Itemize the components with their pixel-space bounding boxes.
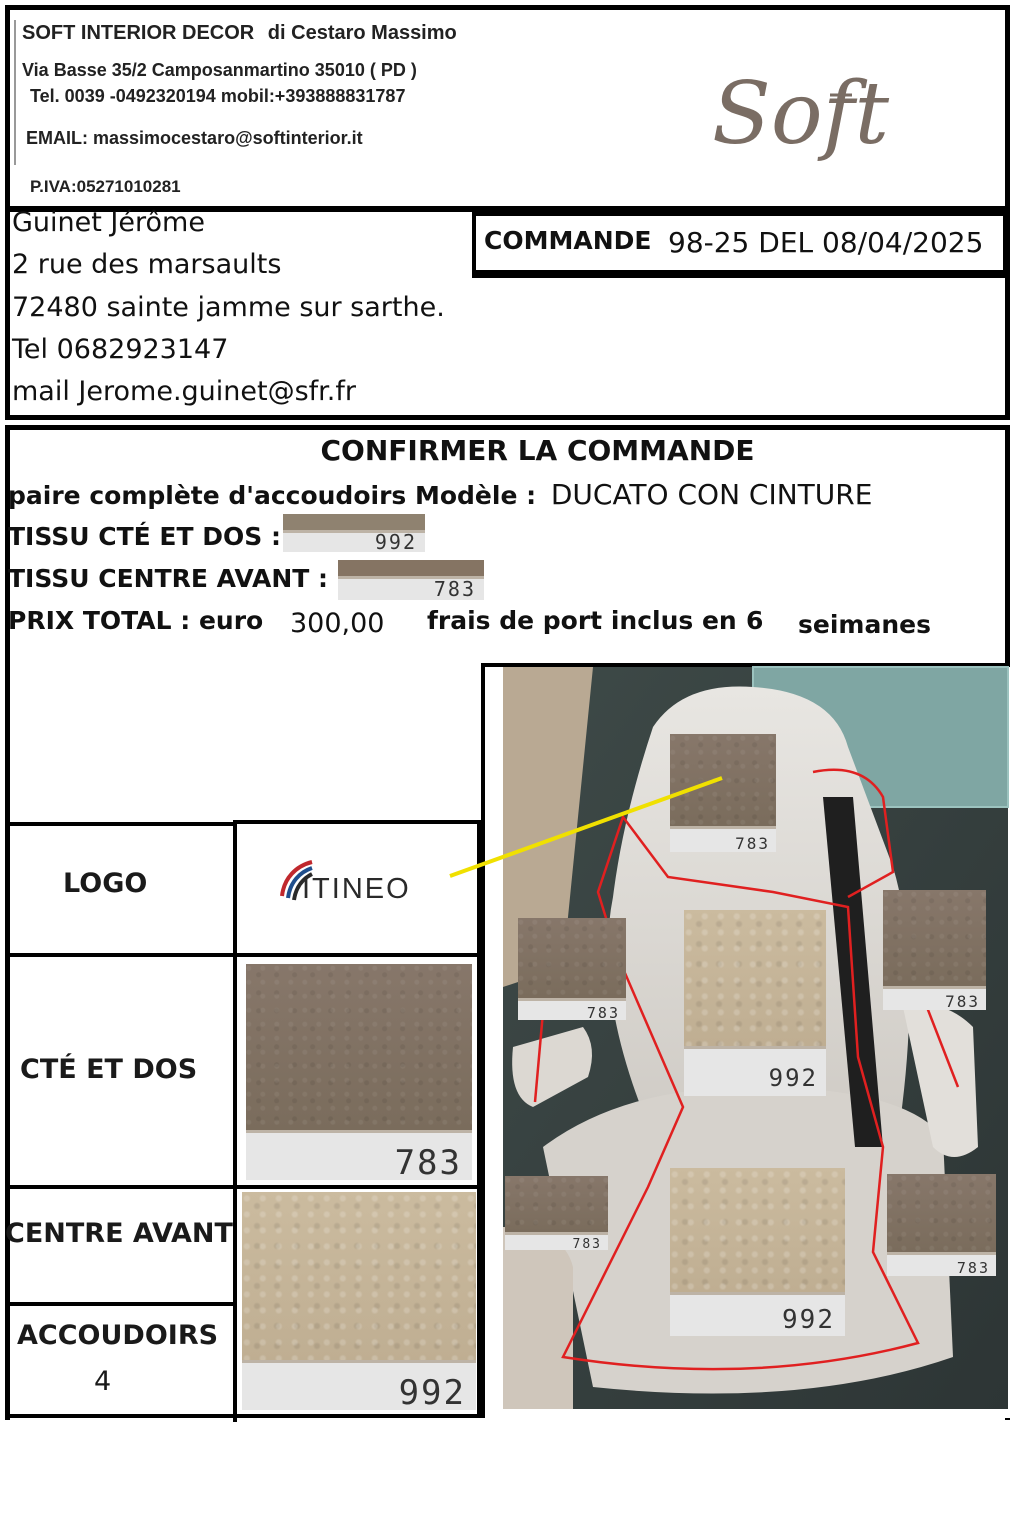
client-name: Guinet Jérôme (12, 207, 205, 238)
photo-tag-back-center (684, 910, 826, 1046)
company-name: SOFT INTERIOR DECOR (22, 22, 255, 44)
client-street: 2 rue des marsaults (12, 249, 282, 280)
itineo-logo-text: ITINEO (302, 873, 411, 905)
header-left-rule (14, 20, 16, 165)
photo-tag-cushion-center-strip (670, 1292, 845, 1336)
photo-tag-right-side-strip (883, 986, 986, 1010)
order-label: COMMANDE (484, 226, 652, 255)
photo-tag-left-cushion-strip (505, 1232, 608, 1250)
side-back-swatch-code: 783 (394, 1143, 462, 1183)
soft-logo-text: Soft (712, 64, 890, 164)
row-rule-1 (5, 953, 481, 957)
photo-tag-left-side (518, 918, 626, 998)
photo-tag-back-center-strip (684, 1046, 826, 1096)
side-back-label: TISSU CTÉ ET DOS : (8, 522, 281, 551)
center-front-chip-code (338, 576, 484, 600)
price-value: 300,00 (290, 608, 385, 639)
photo-tag-right-side-code: 783 (945, 992, 980, 1011)
client-city: 72480 sainte jamme sur sarthe. (12, 292, 445, 323)
photo-tag-right-cushion (887, 1174, 996, 1252)
model-value: DUCATO CON CINTURE (550, 478, 873, 511)
logo-pointer-line (440, 770, 740, 890)
photo-tag-left-cushion-code: 783 (572, 1237, 602, 1252)
price-label: PRIX TOTAL : euro (8, 606, 264, 635)
row-rule-3 (5, 1302, 237, 1306)
center-front-fabric-chip (338, 560, 484, 600)
order-box-rule (472, 274, 1010, 278)
photo-tag-left-side-code: 783 (586, 1004, 620, 1022)
side-back-chip-code (283, 530, 425, 552)
company-address: Via Basse 35/2 Camposanmartino 35010 ( PD ) (22, 60, 417, 80)
company-name-line (22, 22, 457, 45)
center-front-swatch-strip (242, 1360, 476, 1413)
side-back-swatch-strip (246, 1130, 472, 1183)
shipping-label: frais de port inclus en (427, 606, 737, 635)
price-line (8, 606, 263, 635)
model-label: paire complète d'accoudoirs Modèle : (8, 481, 537, 510)
photo-tag-headrest-code: 783 (735, 834, 770, 853)
order-number: 98-25 DEL 08/04/2025 (668, 226, 984, 259)
side-back-line (8, 522, 281, 551)
company-owner: di Cestaro Massimo (267, 22, 457, 44)
center-front-line (8, 564, 328, 593)
photo-tag-right-cushion-code: 783 (956, 1259, 990, 1277)
center-front-swatch-code: 992 (398, 1373, 466, 1413)
center-front-row-label: CENTRE AVANT (5, 1218, 233, 1249)
armrests-label: ACCOUDOIRS (17, 1320, 219, 1351)
logo-label: LOGO (63, 868, 148, 899)
photo-tag-right-cushion-strip (887, 1252, 996, 1276)
center-front-label: TISSU CENTRE AVANT : (8, 564, 329, 593)
photo-tag-left-cushion (505, 1176, 608, 1232)
company-vat: P.IVA:05271010281 (30, 177, 181, 196)
armrests-count: 4 (94, 1366, 112, 1397)
center-front-code: 783 (433, 577, 476, 601)
weeks-value: 6 (746, 606, 764, 635)
itineo-logo (278, 856, 448, 906)
photo-tag-cushion-center (670, 1168, 845, 1292)
photo-tag-right-side (883, 890, 986, 986)
order-number-box (472, 212, 1007, 274)
weeks-label: seimanes (798, 610, 931, 639)
confirm-title: CONFIRMER LA COMMANDE (320, 434, 755, 467)
photo-tag-back-center-code: 992 (768, 1064, 818, 1092)
side-back-row-label: CTÉ ET DOS (20, 1054, 198, 1085)
company-phone: Tel. 0039 -0492320194 mobil:+393888831787 (30, 86, 406, 106)
client-mail: mail Jerome.guinet@sfr.fr (12, 376, 356, 407)
model-line (8, 478, 872, 511)
row-rule-2 (5, 1185, 481, 1189)
client-tel: Tel 0682923147 (12, 334, 229, 365)
company-email: EMAIL: massimocestaro@softinterior.it (26, 128, 363, 148)
side-back-code: 992 (374, 530, 417, 554)
table-top-rule (5, 822, 237, 826)
side-back-swatch (246, 964, 472, 1132)
center-front-swatch (242, 1192, 476, 1362)
table-col-divider (233, 820, 237, 1422)
photo-tag-left-side-strip (518, 998, 626, 1020)
photo-tag-cushion-center-code: 992 (782, 1305, 835, 1335)
soft-logo (710, 55, 890, 165)
side-back-fabric-chip (283, 514, 425, 552)
